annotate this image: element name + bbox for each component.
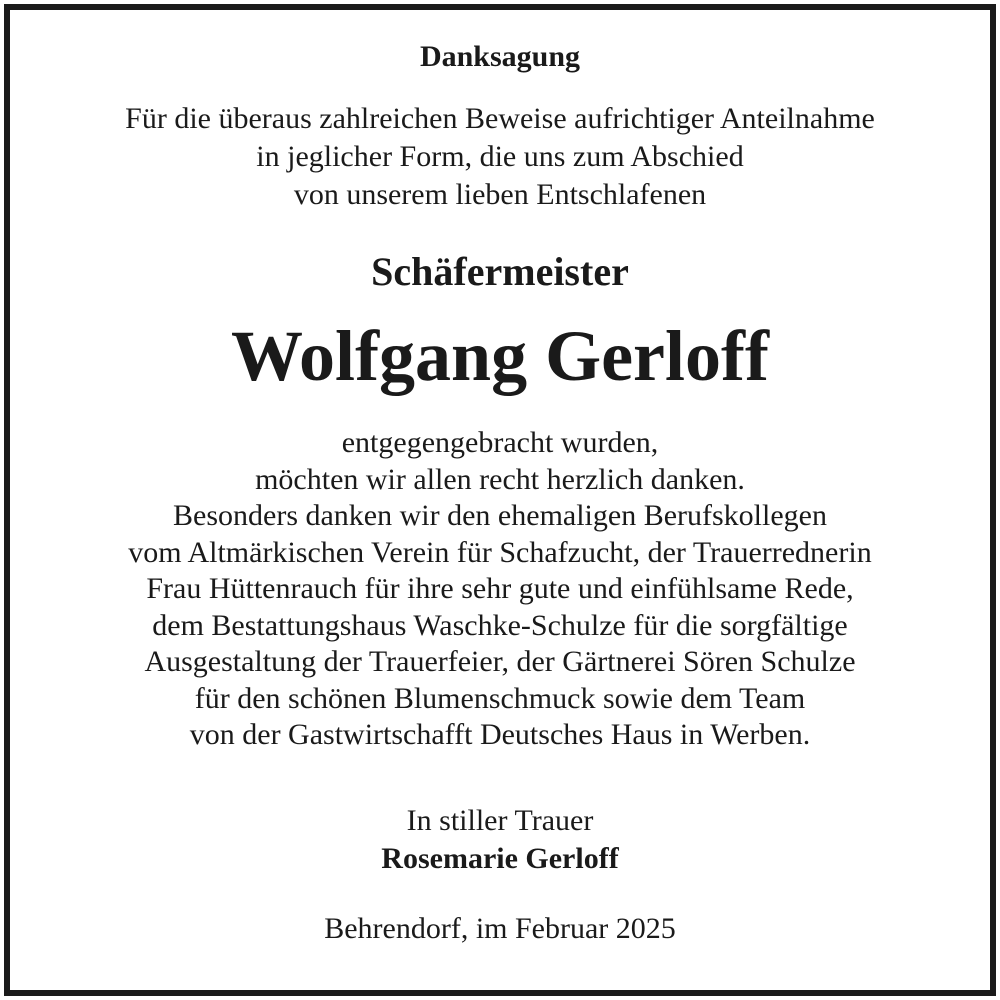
intro-line: Für die überaus zahlreichen Beweise aufrichtiger Anteilnahme	[125, 102, 875, 135]
body-line: Besonders danken wir den ehemaligen Berufskollegen	[173, 499, 827, 532]
body-line: vom Altmärkischen Verein für Schafzucht, der Trauerrednerin	[128, 535, 872, 569]
place-date: Behrendorf, im Februar 2025	[324, 912, 676, 945]
notice-heading: Danksagung	[419, 40, 581, 73]
intro-line: von unserem lieben Entschlafenen	[293, 178, 707, 211]
body-line: von der Gastwirtschafft Deutsches Haus in Werben.	[189, 718, 811, 751]
deceased-name: Wolfgang Gerloff	[231, 316, 769, 396]
body-line: entgegengebracht wurden,	[341, 426, 659, 459]
body-line: dem Bestattungshaus Waschke-Schulze für die sorgfältige	[152, 608, 848, 642]
body-line: Frau Hüttenrauch für ihre sehr gute und einfühlsame Rede,	[146, 572, 854, 605]
signer-name: Rosemarie Gerloff	[381, 842, 619, 875]
closing-phrase: In stiller Trauer	[406, 804, 594, 837]
body-line: möchten wir allen recht herzlich danken.	[255, 462, 745, 496]
deceased-title: Schäfermeister	[371, 249, 629, 294]
body-paragraph	[10, 425, 990, 754]
intro-paragraph	[10, 100, 990, 214]
intro-line: in jeglicher Form, die uns zum Abschied	[256, 140, 744, 173]
body-line: Ausgestaltung der Trauerfeier, der Gärtnerei Sören Schulze	[144, 645, 856, 678]
body-line: für den schönen Blumenschmuck sowie dem Team	[194, 681, 806, 715]
